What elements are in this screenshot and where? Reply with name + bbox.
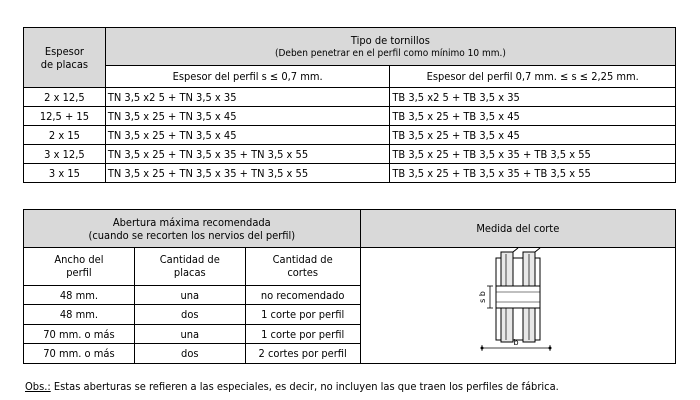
ancho-cell: 48 mm.	[24, 285, 135, 305]
espesor-cell: 3 x 12,5	[24, 145, 106, 164]
placas-cell: una	[134, 324, 245, 344]
tb-screw-cell: TB 3,5 x 25 + TB 3,5 x 35 + TB 3,5 x 55	[390, 145, 676, 164]
table-row	[24, 88, 676, 107]
max-opening-table	[23, 209, 676, 364]
ancho-header-line1: Ancho del	[54, 253, 104, 267]
espesor-header	[24, 28, 106, 88]
espesor-cell: 2 x 15	[24, 126, 106, 145]
ancho-header-line2: perfil	[66, 266, 92, 280]
tb-screw-cell: TB 3,5 x 25 + TB 3,5 x 35 + TB 3,5 x 55	[390, 164, 676, 183]
subheader-thick-profile: Espesor del perfil 0,7 mm. ≤ s ≤ 2,25 mm.	[390, 66, 676, 88]
tipo-tornillos-header	[105, 28, 675, 66]
cut-diagram	[458, 248, 578, 363]
cut-opening	[496, 286, 540, 308]
placas-cell: una	[134, 285, 245, 305]
table-row	[24, 145, 676, 164]
screw-type-table	[23, 27, 676, 183]
abertura-header	[24, 210, 361, 248]
espesor-cell: 12,5 + 15	[24, 107, 106, 126]
tb-screw-cell: TB 3,5 x 25 + TB 3,5 x 45	[390, 126, 676, 145]
espesor-header-line1: Espesor	[44, 44, 84, 58]
medida-corte-header: Medida del corte	[360, 210, 675, 248]
observation-text: Estas aberturas se refieren a las especiales, es decir, no incluyen las que traen los perfiles de fábrica.	[50, 380, 559, 393]
cortes-header	[245, 248, 360, 286]
ancho-header	[24, 248, 135, 286]
table-row	[24, 164, 676, 183]
subheader-thin-profile: Espesor del perfil s ≤ 0,7 mm.	[105, 66, 390, 88]
placas-header	[134, 248, 245, 286]
placas-header-line1: Cantidad de	[159, 253, 220, 267]
abertura-title: Abertura máxima recomendada	[112, 215, 271, 229]
label-sb: s b	[477, 291, 487, 303]
tn-screw-cell: TN 3,5 x 25 + TN 3,5 x 45	[105, 126, 390, 145]
tn-screw-cell: TN 3,5 x 25 + TN 3,5 x 35 + TN 3,5 x 55	[105, 164, 390, 183]
tb-screw-cell: TB 3,5 x 25 + TB 3,5 x 45	[390, 107, 676, 126]
tn-screw-cell: TN 3,5 x2 5 + TN 3,5 x 35	[105, 88, 390, 107]
abertura-subtitle: (cuando se recorten los nervios del perfil)	[88, 228, 296, 242]
ancho-cell: 70 mm. o más	[24, 344, 135, 364]
tipo-tornillos-subtitle: (Deben penetrar en el perfil como mínimo 10 mm.)	[274, 47, 506, 59]
cortes-cell: 1 corte por perfil	[245, 324, 360, 344]
tn-screw-cell: TN 3,5 x 25 + TN 3,5 x 45	[105, 107, 390, 126]
ancho-cell: 48 mm.	[24, 305, 135, 325]
espesor-cell: 3 x 15	[24, 164, 106, 183]
cortes-cell: no recomendado	[245, 285, 360, 305]
tipo-tornillos-title: Tipo de tornillos	[350, 33, 430, 47]
tb-screw-cell: TB 3,5 x2 5 + TB 3,5 x 35	[390, 88, 676, 107]
placas-cell: dos	[134, 305, 245, 325]
cortes-header-line2: cortes	[287, 266, 318, 280]
cortes-cell: 1 corte por perfil	[245, 305, 360, 325]
placas-header-line2: placas	[173, 266, 206, 280]
observation-note	[25, 380, 559, 393]
observation-label: Obs.:	[25, 380, 51, 393]
label-b: b	[513, 338, 519, 347]
espesor-cell: 2 x 12,5	[24, 88, 106, 107]
cortes-header-line1: Cantidad de	[272, 253, 333, 267]
placas-cell: dos	[134, 344, 245, 364]
cut-diagram-cell	[360, 248, 675, 364]
cortes-cell: 2 cortes por perfil	[245, 344, 360, 364]
tn-screw-cell: TN 3,5 x 25 + TN 3,5 x 35 + TN 3,5 x 55	[105, 145, 390, 164]
table-row	[24, 107, 676, 126]
table-row	[24, 126, 676, 145]
ancho-cell: 70 mm. o más	[24, 324, 135, 344]
espesor-header-line2: de placas	[40, 57, 89, 71]
